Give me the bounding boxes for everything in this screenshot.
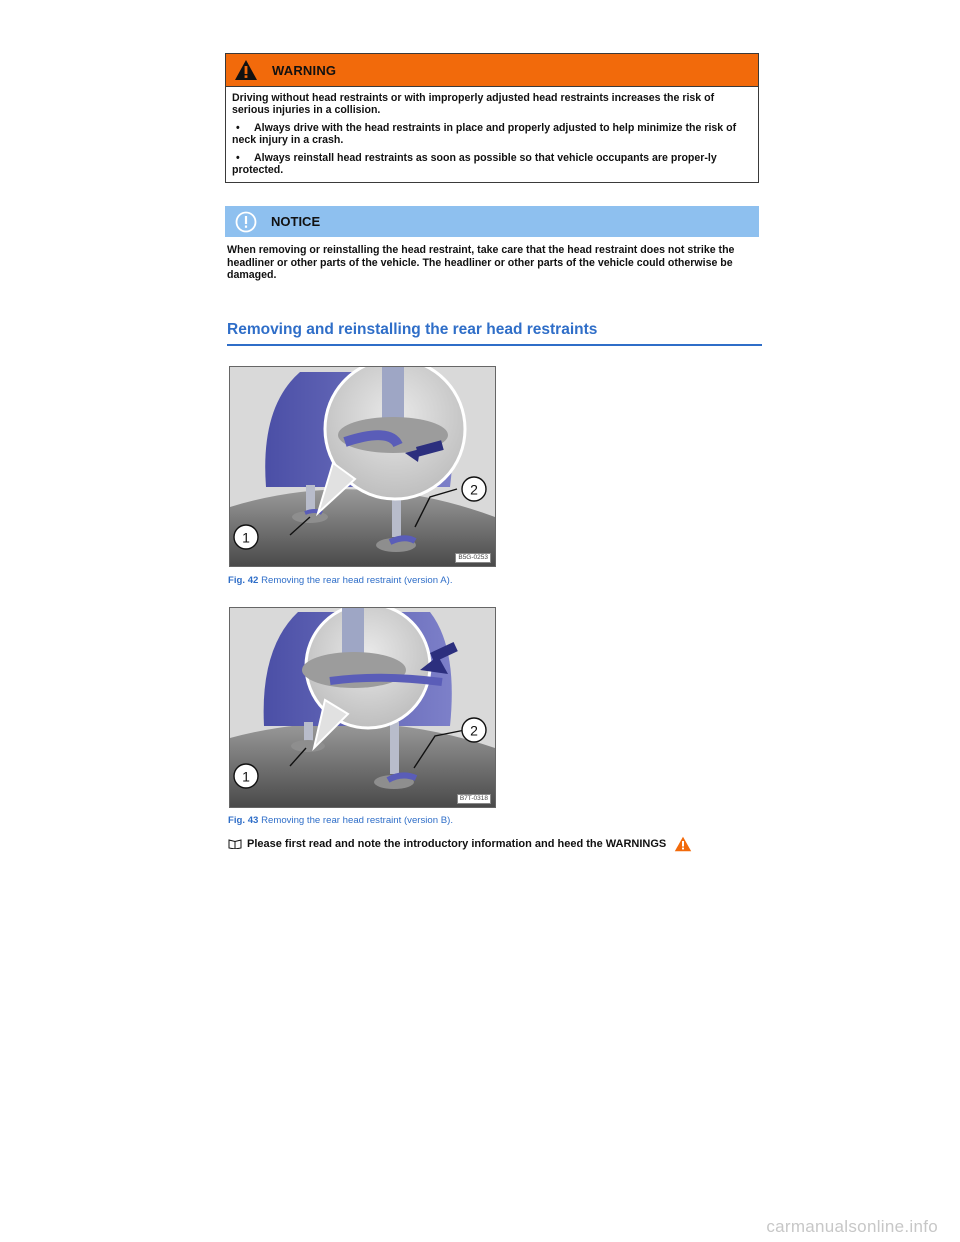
notice-body: When removing or reinstalling the head restraint, take care that the head restraint does not strike the headliner or other parts of the vehicle. The headliner or other parts of the vehicle could otherwise be damaged.: [227, 244, 735, 281]
intro-note: [228, 836, 692, 852]
notice-title: NOTICE: [271, 214, 321, 229]
figure-42-image: [229, 366, 496, 567]
warning-bullet-text: Always reinstall head restraints as soon as possible so that vehicle occupants are proper-ly protected.: [232, 152, 717, 176]
figure-code: B7T-0318: [457, 794, 491, 804]
callout-2: 2: [470, 481, 478, 498]
figure-label: Fig. 42: [228, 575, 259, 586]
warning-bullet: [232, 152, 750, 176]
section-title: Removing and reinstalling the rear head restraints: [227, 321, 762, 346]
warning-triangle-icon[interactable]: [674, 836, 692, 852]
figure-code: B5G-0253: [455, 553, 491, 563]
callout-2: 2: [470, 722, 478, 739]
callout-1: 1: [242, 529, 250, 546]
intro-note-text: Please first read and note the introductory information and heed the WARNINGS: [247, 838, 667, 850]
figure-caption: [228, 815, 453, 826]
warning-intro: Driving without head restraints or with improperly adjusted head restraints increases the risk of serious injuries in a collision.: [232, 92, 715, 116]
figure-caption-text: Removing the rear head restraint (version B).: [261, 815, 454, 826]
warning-header: [226, 54, 758, 87]
figure-label: Fig. 43: [228, 815, 259, 826]
warning-box: [225, 53, 759, 183]
warning-triangle-icon: [234, 59, 258, 81]
watermark: carmanualsonline.info: [766, 1217, 938, 1236]
bullet-marker: •: [236, 122, 240, 134]
warning-title: WARNING: [272, 62, 337, 78]
warning-bullet: [232, 122, 750, 146]
open-book-icon: [228, 839, 242, 849]
exclamation-circle-icon: [235, 211, 257, 233]
figure-43-image: [229, 607, 496, 808]
figure-caption-text: Removing the rear head restraint (version A).: [261, 575, 453, 586]
bullet-marker: •: [236, 152, 240, 164]
figure-caption: [228, 575, 453, 586]
notice-header: [225, 206, 759, 237]
warning-bullet-text: Always drive with the head restraints in place and properly adjusted to help minimize the risk of neck injury in a crash.: [232, 122, 737, 146]
warning-body: [226, 87, 758, 182]
callout-1: 1: [242, 768, 250, 785]
